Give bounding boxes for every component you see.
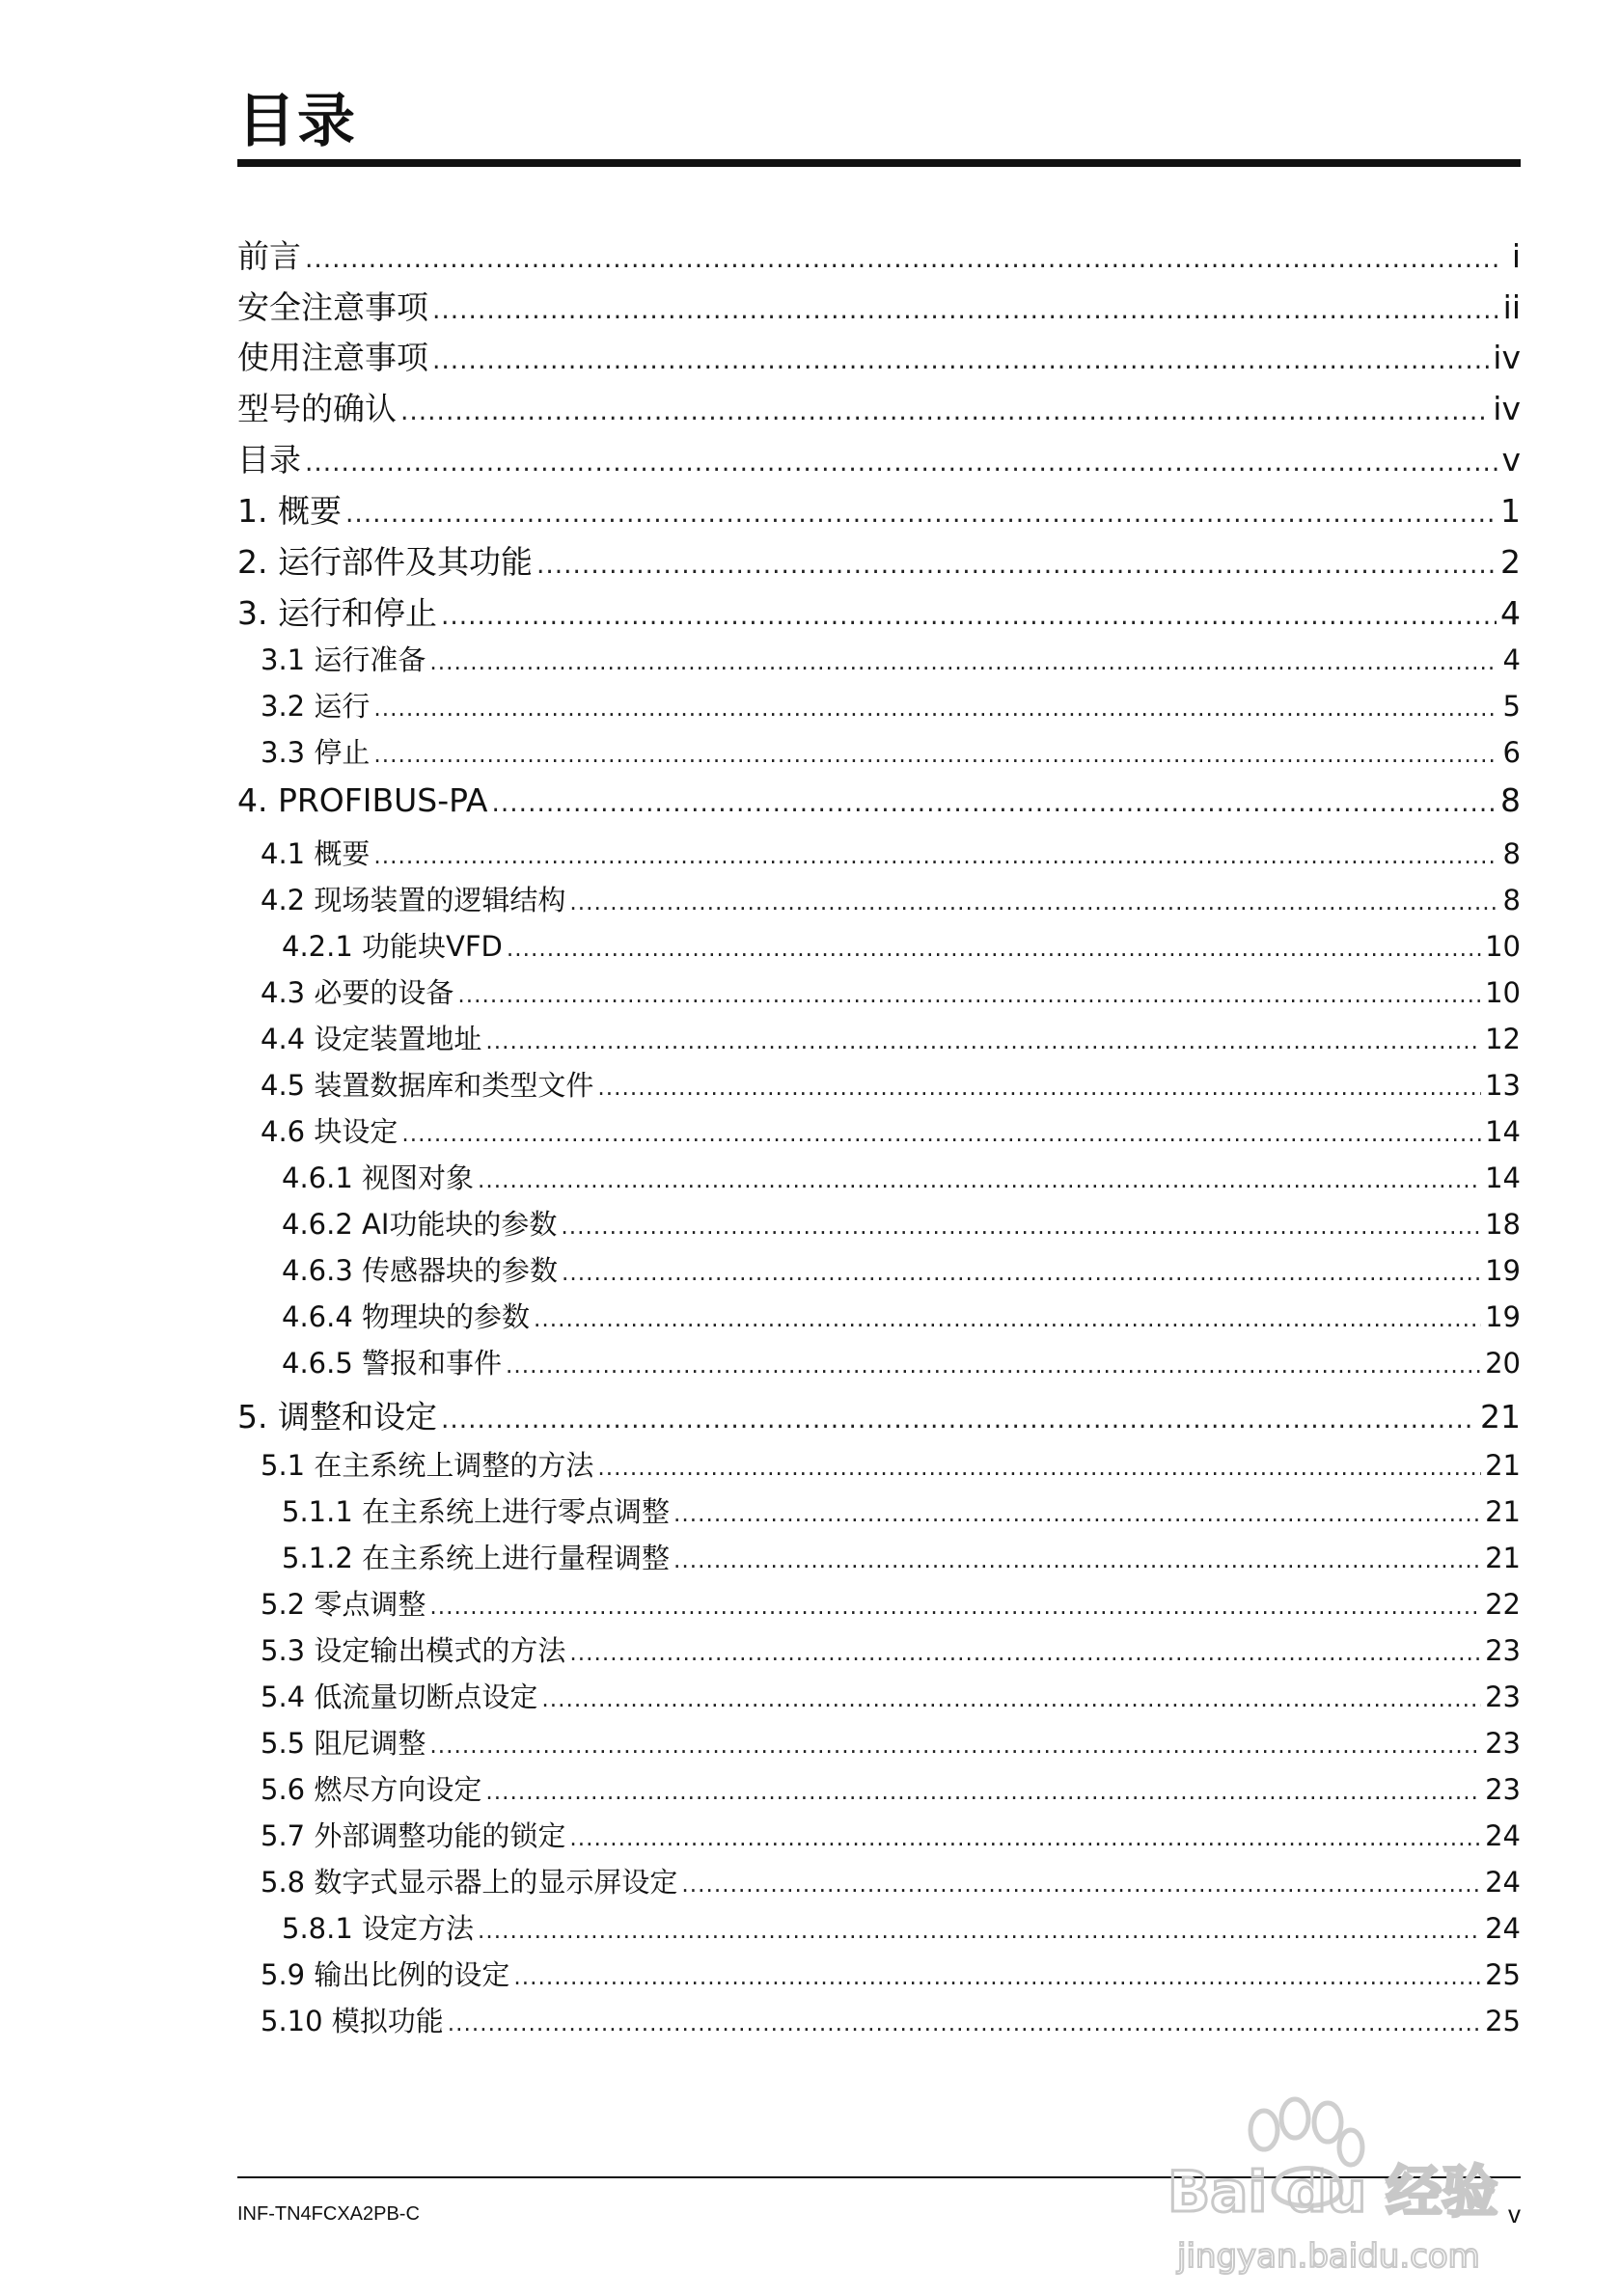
- toc-dot-leader: [506, 1353, 1481, 1379]
- toc-entry-label: 3. 运行和停止: [237, 594, 437, 632]
- toc-entry-page: iv: [1493, 339, 1521, 376]
- toc-dot-leader: [492, 788, 1497, 818]
- toc-entry-page: 2: [1500, 543, 1521, 581]
- toc-dot-leader: [429, 1594, 1481, 1620]
- toc-dot-leader: [429, 649, 1497, 675]
- toc-entry-page: 10: [1485, 930, 1521, 963]
- toc-entry[interactable]: [237, 486, 1521, 532]
- toc-dot-leader: [400, 396, 1489, 426]
- toc-entry[interactable]: [237, 537, 1521, 583]
- toc-entry[interactable]: [237, 1861, 1521, 1900]
- toc-entry-page: 12: [1485, 1023, 1521, 1055]
- footer-page-number: v: [1508, 2200, 1521, 2228]
- toc-entry[interactable]: [237, 833, 1521, 872]
- toc-dot-leader: [478, 1918, 1481, 1944]
- toc-entry-page: 19: [1485, 1254, 1521, 1287]
- toc-dot-leader: [441, 601, 1497, 631]
- toc-entry-page: 23: [1485, 1727, 1521, 1760]
- toc-dot-leader: [305, 244, 1497, 274]
- toc-entry-page: 14: [1485, 1115, 1521, 1148]
- toc-dot-leader: [536, 550, 1497, 580]
- toc-entry[interactable]: [237, 685, 1521, 724]
- toc-entry-label: 3.1 运行准备: [261, 643, 426, 676]
- toc-entry-page: 4: [1502, 643, 1521, 676]
- toc-entry-page: 18: [1485, 1208, 1521, 1241]
- toc-entry-label: 3.3 停止: [261, 736, 371, 769]
- toc-entry-page: 25: [1485, 2005, 1521, 2037]
- toc-entry-page: 23: [1485, 1634, 1521, 1667]
- toc-dot-leader: [507, 936, 1481, 962]
- toc-entry-label: 使用注意事项: [237, 339, 428, 376]
- footer-doc-code: INF-TN4FCXA2PB-C: [237, 2203, 420, 2225]
- toc-entry-page: 5: [1502, 690, 1521, 723]
- toc-entry-page: 4: [1500, 594, 1521, 632]
- toc-entry-label: 2. 运行部件及其功能: [237, 543, 533, 581]
- toc-entry[interactable]: [237, 731, 1521, 771]
- toc-entry-label: 4.4 设定装置地址: [261, 1023, 482, 1055]
- toc-dot-leader: [597, 1075, 1481, 1101]
- toc-dot-leader: [569, 1640, 1481, 1666]
- toc-entry-label: 5. 调整和设定: [237, 1398, 437, 1435]
- toc-dot-leader: [373, 742, 1497, 768]
- watermark-url: jingyan.baidu.com: [1177, 2237, 1480, 2276]
- toc-dot-leader: [673, 1501, 1481, 1527]
- toc-entry-page: 10: [1485, 976, 1521, 1009]
- toc-entry-page: 23: [1485, 1773, 1521, 1806]
- toc-entry-page: ii: [1502, 288, 1521, 326]
- toc-entry-page: 14: [1485, 1162, 1521, 1194]
- toc-entry-page: v: [1501, 441, 1521, 478]
- toc-entry[interactable]: [237, 1296, 1521, 1335]
- toc-entry-label: 目录: [237, 441, 301, 478]
- toc-dot-leader: [429, 1733, 1481, 1759]
- toc-dot-leader: [305, 448, 1497, 478]
- toc-entry[interactable]: [237, 1110, 1521, 1150]
- toc-entry[interactable]: [237, 1629, 1521, 1669]
- toc-entry-page: 24: [1485, 1866, 1521, 1899]
- toc-entry-label: 5.4 低流量切断点设定: [261, 1681, 538, 1713]
- toc-entry-label: 5.1 在主系统上调整的方法: [261, 1449, 594, 1482]
- toc-entry-page: 1: [1500, 492, 1521, 530]
- toc-entry-label: 3.2 运行: [261, 690, 371, 723]
- toc-entry-page: 8: [1500, 781, 1521, 819]
- toc-entry-page: 23: [1485, 1681, 1521, 1713]
- toc-dot-leader: [478, 1167, 1481, 1193]
- toc-entry[interactable]: [237, 1342, 1521, 1381]
- toc-entry-label: 4.1 概要: [261, 837, 371, 870]
- toc-entry-label: 4.6.3 传感器块的参数: [282, 1254, 559, 1287]
- toc-entry-label: 4.5 装置数据库和类型文件: [261, 1069, 594, 1102]
- toc-entry[interactable]: [237, 333, 1521, 378]
- toc-entry-label: 5.7 外部调整功能的锁定: [261, 1819, 566, 1852]
- toc-entry-page: 20: [1485, 1347, 1521, 1380]
- toc-dot-leader: [513, 1964, 1481, 1990]
- toc-entry-page: 21: [1480, 1398, 1521, 1435]
- toc-entry-label: 4.2.1 功能块VFD: [282, 930, 503, 963]
- toc-entry-label: 4.6.4 物理块的参数: [282, 1300, 531, 1333]
- toc-entry-label: 5.10 模拟功能: [261, 2005, 444, 2037]
- toc-dot-leader: [373, 843, 1497, 869]
- toc-entry-label: 安全注意事项: [237, 288, 428, 326]
- toc-entry[interactable]: [237, 1676, 1521, 1715]
- toc-dot-leader: [534, 1306, 1481, 1332]
- toc-entry-label: 4.6.5 警报和事件: [282, 1347, 503, 1380]
- toc-dot-leader: [485, 1779, 1481, 1805]
- table-of-contents: [237, 0, 1521, 2296]
- toc-entry[interactable]: [237, 781, 1521, 819]
- toc-entry-label: 型号的确认: [237, 390, 397, 427]
- toc-entry-label: 4. PROFIBUS-PA: [237, 781, 488, 819]
- toc-entry-label: 5.1.2 在主系统上进行量程调整: [282, 1542, 671, 1574]
- toc-entry-label: 5.6 燃尽方向设定: [261, 1773, 482, 1806]
- toc-dot-leader: [457, 982, 1481, 1008]
- toc-entry-page: 24: [1485, 1819, 1521, 1852]
- toc-entry-page: 8: [1502, 884, 1521, 916]
- toc-dot-leader: [673, 1547, 1481, 1573]
- toc-entry[interactable]: [237, 1392, 1521, 1437]
- toc-dot-leader: [485, 1028, 1481, 1054]
- toc-entry[interactable]: [237, 1954, 1521, 1993]
- toc-entry-label: 4.6.1 视图对象: [282, 1162, 475, 1194]
- toc-entry-page: 13: [1485, 1069, 1521, 1102]
- toc-dot-leader: [373, 696, 1497, 722]
- toc-entry-page: 8: [1502, 837, 1521, 870]
- toc-entry[interactable]: [237, 1157, 1521, 1196]
- toc-entry-label: 5.8.1 设定方法: [282, 1912, 475, 1945]
- toc-entry[interactable]: [237, 879, 1521, 918]
- toc-entry-label: 4.6.2 AI功能块的参数: [282, 1208, 558, 1241]
- toc-entry[interactable]: [237, 283, 1521, 328]
- toc-entry[interactable]: [237, 1722, 1521, 1762]
- toc-entry[interactable]: [237, 435, 1521, 480]
- toc-dot-leader: [345, 499, 1497, 529]
- page-title: 目录: [237, 88, 357, 155]
- toc-entry-page: 22: [1485, 1588, 1521, 1621]
- toc-entry-label: 4.3 必要的设备: [261, 976, 454, 1009]
- toc-dot-leader: [448, 2010, 1481, 2036]
- toc-entry-page: 24: [1485, 1912, 1521, 1945]
- toc-entry-label: 5.8 数字式显示器上的显示屏设定: [261, 1866, 678, 1899]
- baidu-jingyan-watermark: [1148, 2084, 1553, 2286]
- toc-entry[interactable]: [237, 971, 1521, 1011]
- toc-entry-page: iv: [1493, 390, 1521, 427]
- toc-entry-label: 5.3 设定输出模式的方法: [261, 1634, 566, 1667]
- toc-entry[interactable]: [237, 384, 1521, 429]
- watermark-brand: Bai du 经验: [1168, 2159, 1498, 2225]
- toc-entry[interactable]: [237, 1018, 1521, 1057]
- toc-entry-label: 4.2 现场装置的逻辑结构: [261, 884, 566, 916]
- toc-entry[interactable]: [237, 1203, 1521, 1243]
- toc-dot-leader: [401, 1121, 1481, 1147]
- toc-entry-label: 4.6 块设定: [261, 1115, 398, 1148]
- toc-entry-page: 6: [1502, 736, 1521, 769]
- toc-entry[interactable]: [237, 232, 1521, 277]
- toc-entry-page: 21: [1485, 1495, 1521, 1528]
- toc-entry[interactable]: [237, 588, 1521, 634]
- toc-entry[interactable]: [237, 1768, 1521, 1808]
- toc-entry-label: 前言: [237, 237, 301, 275]
- toc-dot-leader: [597, 1455, 1481, 1481]
- toc-entry-label: 1. 概要: [237, 492, 342, 530]
- toc-dot-leader: [441, 1405, 1476, 1435]
- toc-entry[interactable]: [237, 1907, 1521, 1947]
- toc-dot-leader: [562, 1260, 1481, 1286]
- toc-entry[interactable]: [237, 2000, 1521, 2039]
- toc-entry-page: 21: [1485, 1542, 1521, 1574]
- toc-entry[interactable]: [237, 639, 1521, 678]
- toc-entry[interactable]: [237, 1249, 1521, 1289]
- toc-entry-page: 19: [1485, 1300, 1521, 1333]
- toc-entry-page: 21: [1485, 1449, 1521, 1482]
- toc-entry[interactable]: [237, 1064, 1521, 1104]
- toc-dot-leader: [541, 1686, 1481, 1712]
- toc-entry-page: 25: [1485, 1958, 1521, 1991]
- toc-entry-label: 5.2 零点调整: [261, 1588, 426, 1621]
- toc-entry[interactable]: [237, 1490, 1521, 1530]
- toc-dot-leader: [432, 345, 1489, 375]
- toc-entry[interactable]: [237, 1583, 1521, 1623]
- toc-entry[interactable]: [237, 1444, 1521, 1484]
- toc-entry-page: i: [1511, 237, 1521, 275]
- toc-dot-leader: [569, 889, 1497, 916]
- toc-entry-label: 5.1.1 在主系统上进行零点调整: [282, 1495, 671, 1528]
- toc-entry[interactable]: [237, 1537, 1521, 1576]
- toc-dot-leader: [569, 1825, 1481, 1851]
- toc-entry[interactable]: [237, 925, 1521, 965]
- toc-entry-label: 5.5 阻尼调整: [261, 1727, 426, 1760]
- toc-dot-leader: [432, 295, 1497, 325]
- toc-entry[interactable]: [237, 1815, 1521, 1854]
- toc-dot-leader: [681, 1872, 1481, 1898]
- toc-dot-leader: [561, 1214, 1481, 1240]
- toc-entry-label: 5.9 输出比例的设定: [261, 1958, 510, 1991]
